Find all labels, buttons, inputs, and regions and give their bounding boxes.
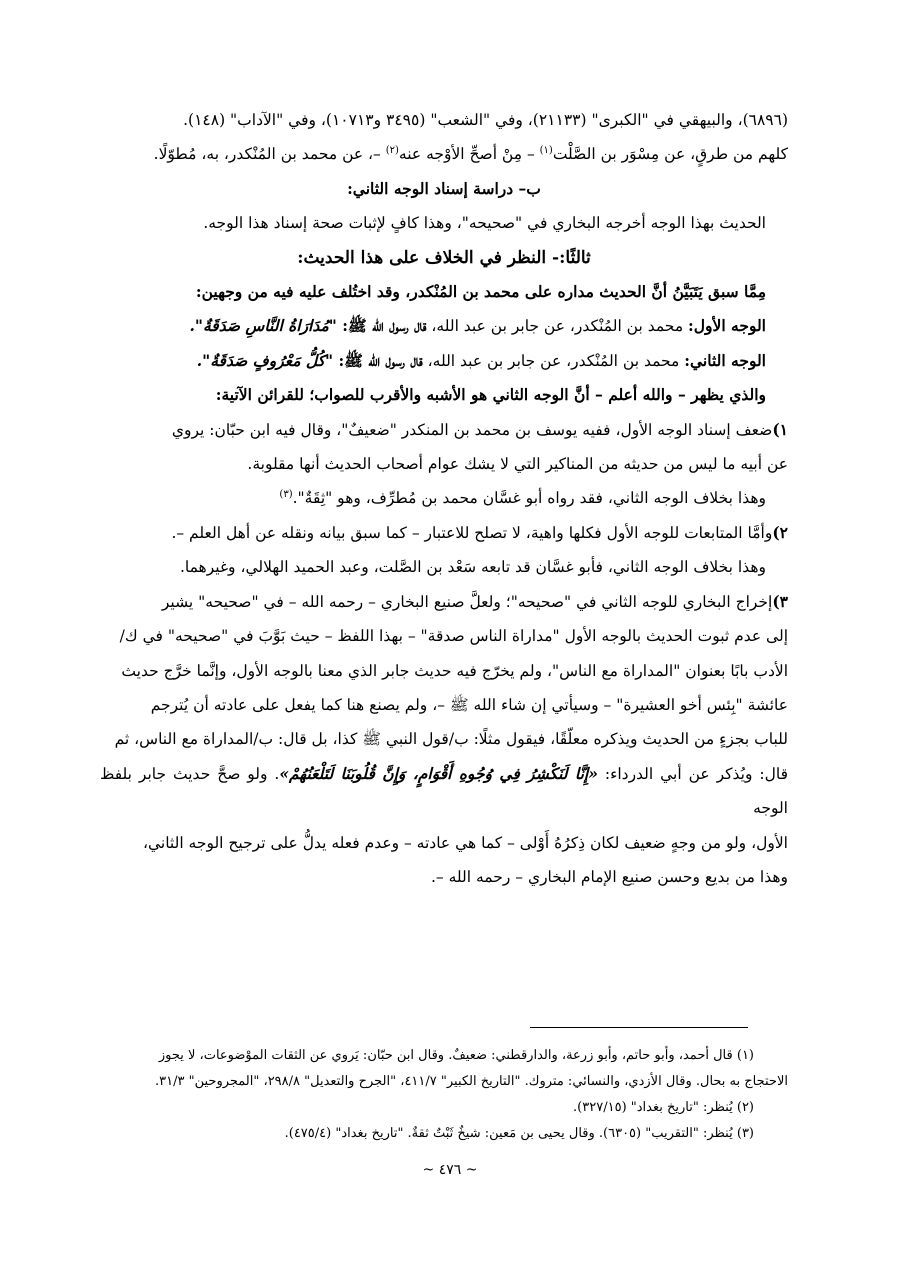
text-segment: قال: ويُذكر عن أبي الدرداء:: [597, 764, 788, 783]
footnote-1-cont: الاحتجاج به بحال. وقال الأزدي، والنسائي: متروك. "التاريخ الكبير" ٤١١/٧، "الجرح والتعديل" ٢٩٨/٨، "المجروحين" ٣١/٣.: [155, 1074, 788, 1089]
body-line: للباب بجزءٍ من الحديث ويذكره معلّقًا، فيقول مثلًا: ب/قول النبي ﷺ كذا، بل قال: ب/المداراة مع الناس، ثم: [114, 730, 788, 749]
point-text: إخراج البخاري للوجه الثاني في "صحيحه"؛ ولعلَّ صنيع البخاري – رحمه الله – في "صحيحه" يشير: [161, 592, 773, 611]
variant-label: الوجه الأول:: [688, 316, 766, 336]
text-segment: –، عن محمد بن المُنْكدر، به، مُطوّلًا.: [153, 145, 386, 164]
body-line: وهذا بخلاف الوجه الثاني، فأبو غسَّان قد تابعه سَعْد بن الصَّلت، وعبد الحميد الهلالي، وغيرهما.: [179, 558, 766, 577]
body-line: مِمَّا سبق يَتَبَيَّنُ أنَّ الحديث مداره على محمد بن المُنْكدر، وقد اختُلف عليه فيه من وجهين:: [195, 282, 766, 302]
body-line: وهذا من بديع وحسن صنيع الإمام البخاري – رحمه الله –.: [431, 867, 788, 886]
body-line: الحديث بهذا الوجه أخرجه البخاري في "صحيحه"، وهذا كافٍ لإثبات صحة إسناد هذا الوجه.: [203, 214, 766, 233]
variant-two: [100, 344, 788, 378]
variant-say: قال رسول الله ﷺ:: [333, 350, 423, 370]
footnotes: [70, 1043, 788, 1147]
variant-label: الوجه الثاني:: [684, 350, 766, 370]
section-heading: ثالثًا:- النظر في الخلاف على هذا الحديث:: [297, 247, 591, 268]
text-segment: وهذا بخلاف الوجه الثاني، فقد رواه أبو غسَّان محمد بن مُطرِّف، وهو "ثِقَةٌ".: [292, 489, 766, 508]
body-line: والذي يظهر – والله أعلم – أنَّ الوجه الثاني هو الأشبه والأقرب للصواب؛ للقرائن الآتية:: [215, 385, 766, 405]
text-segment: كلهم من طرقٍ، عن مِسْوَر بن الصَّلْت: [552, 145, 788, 164]
text-segment: – مِنْ أصحِّ الأوْجه عنه: [398, 145, 540, 164]
point-text: وأمَّا المتابعات للوجه الأول فكلها واهية، لا تصلح للاعتبار – كما سبق بيانه ونقله عن أهل العلم –.: [171, 523, 773, 542]
body-line: [100, 481, 788, 515]
variant-text: محمد بن المُنْكدر، عن جابر بن عبد الله،: [426, 317, 689, 336]
main-text: [100, 103, 788, 894]
body-line: الأول، ولو من وجهٍ ضعيف لكان ذِكرُهُ أَوْلى – كما هي عادته – وعدم فعله يدلُّ على ترجيح الوجه الثاني،: [142, 833, 788, 852]
text-segment: . ولو صحَّ حديث جابر بلفظ الوجه: [100, 764, 788, 818]
point-number: ٢): [772, 522, 788, 542]
footnote-1: (١) قال أحمد، وأبو حاتم، وأبو زرعة، والدارقطني: ضعيفٌ. وقال ابن حبّان: يَروي عن الثقات الموْضوعات، لا يجوز: [158, 1048, 754, 1063]
footnote-ref[interactable]: (٣): [279, 489, 293, 501]
hadith-quote: "مُدَارَاةُ النَّاسِ صَدَقَةٌ".: [189, 316, 337, 336]
point-number: ٣): [772, 591, 788, 611]
sub-heading: ب– دراسة إسناد الوجه الثاني:: [347, 178, 541, 198]
page-number: ~ ٤٧٦ ~: [422, 1162, 478, 1178]
point-three: [100, 585, 788, 619]
body-line: عائشة "بِئس أخو العشيرة" – وسيأتي إن شاء الله ﷺ –، ولم يصنع هنا كما يفعل على عادته أن يُترجم: [150, 695, 788, 714]
hadith-quote: "كُلُّ مَعْرُوفٍ صَدَقَةٌ".: [196, 350, 334, 370]
athar-quote: «إِنَّا لَنَكْشِرُ فِي وُجُوهِ أَقْوَامٍ، وَإِنَّ قُلُوبَنَا لَتَلْعَنُهُمْ»: [279, 763, 598, 783]
point-text: ضعف إسناد الوجه الأول، ففيه يوسف بن محمد بن المنكدر "ضعيفٌ"، وقال فيه ابن حبّان: يروي: [171, 420, 773, 439]
point-two: [100, 516, 788, 550]
footnote-ref[interactable]: (١): [539, 145, 553, 157]
body-line: إلى عدم ثبوت الحديث بالوجه الأول "مداراة الناس صدقة" – بهذا اللفظ – حيث بَوَّبَ في "صحيحه" في ك/: [119, 627, 788, 646]
body-line: عن أبيه ما ليس من حديثه من المناكير التي لا يشك عوام أصحاب الحديث أنها مقلوبة.: [247, 455, 788, 474]
footnote-3: (٣) يُنظر: "التقريب" (٦٣٠٥). وقال يحيى بن مَعين: شيخٌ ثَبْتٌ ثقةٌ. "تاريخ بغداد" (٤٧٥/٤).: [284, 1126, 754, 1141]
footnote-ref[interactable]: (٢): [385, 145, 399, 157]
variant-one: [100, 309, 788, 343]
body-line: الأدب بابًا بعنوان "المداراة مع الناس"، ولم يخرّج فيه حديث جابر الذي معنا بالوجه الأول، وإنَّما خرَّج حديث: [121, 661, 788, 680]
body-line: [100, 757, 788, 826]
variant-text: محمد بن المُنْكدر، عن جابر بن عبد الله،: [422, 351, 685, 370]
point-one: [100, 413, 788, 447]
body-line: [100, 137, 788, 171]
body-line: (٦٨٩٦)، والبيهقي في "الكبرى" (٢١١٣٣)، وفي "الشعب" (٣٤٩٥ و١٠٧١٣)، وفي "الآداب" (١٤٨).: [183, 111, 788, 129]
variant-say: قال رسول الله ﷺ:: [336, 316, 427, 336]
point-number: ١): [772, 419, 788, 439]
footnote-divider: [530, 1027, 748, 1028]
footnote-2: (٢) يُنظر: "تاريخ بغداد" (٣٢٧/١٥).: [573, 1100, 754, 1115]
